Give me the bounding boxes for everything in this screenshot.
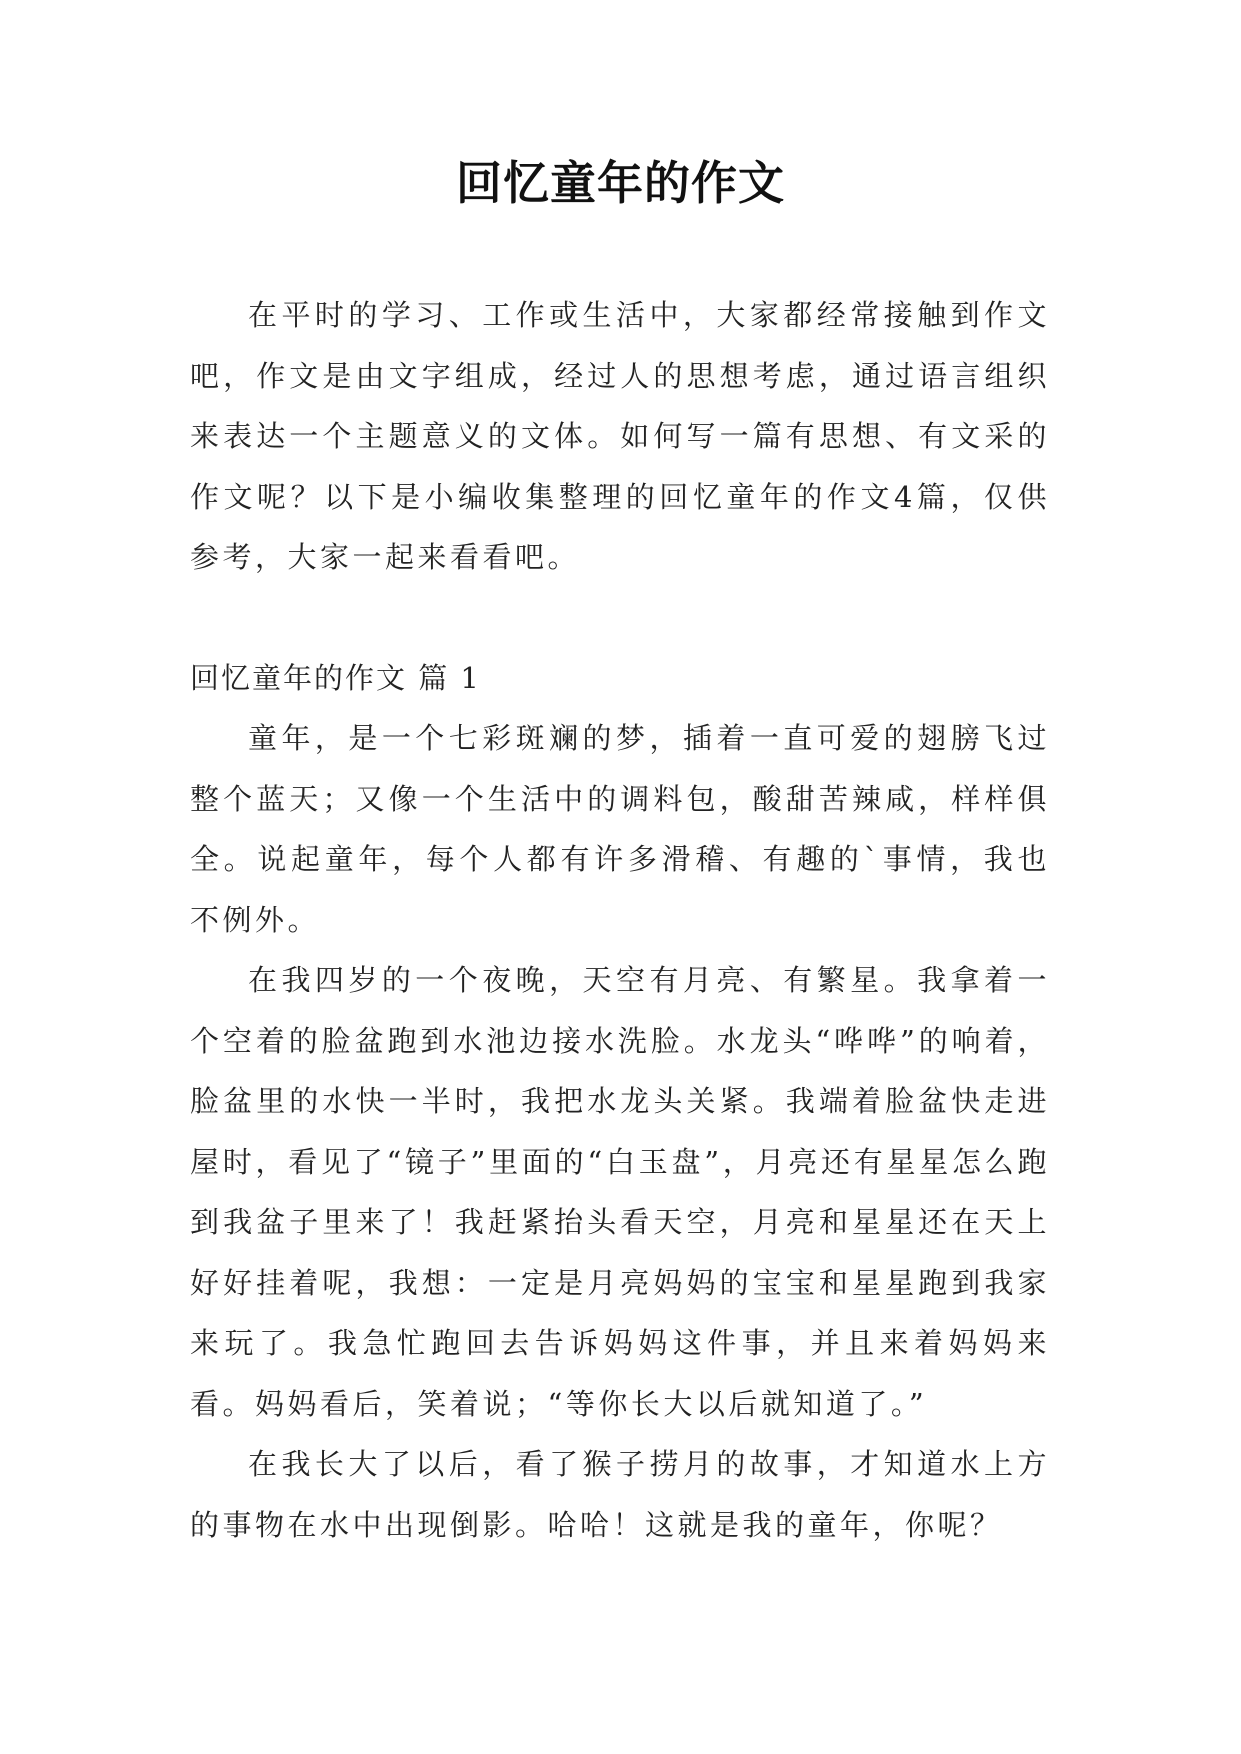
intro-paragraph: 在平时的学习、工作或生活中，大家都经常接触到作文吧，作文是由文字组成，经过人的思想考虑，通过语言组织来表达一个主题意义的文体。如何写一篇有思想、有文采的作文呢？以下是小编收集整理的回忆童年的作文4篇，仅供参考，大家一起来看看吧。 bbox=[190, 298, 1050, 574]
section-paragraph-1: 童年，是一个七彩斑斓的梦，插着一直可爱的翅膀飞过整个蓝天；又像一个生活中的调料包，酸甜苦辣咸，样样俱全。说起童年，每个人都有许多滑稽、有趣的`事情，我也不例外。 bbox=[190, 721, 1050, 937]
document-title: 回忆童年的作文 bbox=[456, 156, 785, 210]
section-paragraph-2: 在我四岁的一个夜晚，天空有月亮、有繁星。我拿着一个空着的脸盆跑到水池边接水洗脸。水龙头“哗哗”的响着，脸盆里的水快一半时，我把水龙头关紧。我端着脸盆快走进屋时，看见了“镜子”里面的“白玉盘”，月亮还有星星怎么跑到我盆子里来了！我赶紧抬头看天空，月亮和星星还在天上好好挂着呢，我想：一定是月亮妈妈的宝宝和星星跑到我家来玩了。我急忙跑回去告诉妈妈这件事，并且来着妈妈来看。妈妈看后，笑着说；“等你长大以后就知道了。” bbox=[190, 963, 1050, 1421]
section-heading: 回忆童年的作文 篇 1 bbox=[190, 660, 481, 695]
section-paragraph-3: 在我长大了以后，看了猴子捞月的故事，才知道水上方的事物在水中出现倒影。哈哈！这就是我的童年，你呢？ bbox=[190, 1447, 1050, 1542]
document-body bbox=[190, 285, 1050, 1555]
section-1 bbox=[190, 648, 1050, 1556]
